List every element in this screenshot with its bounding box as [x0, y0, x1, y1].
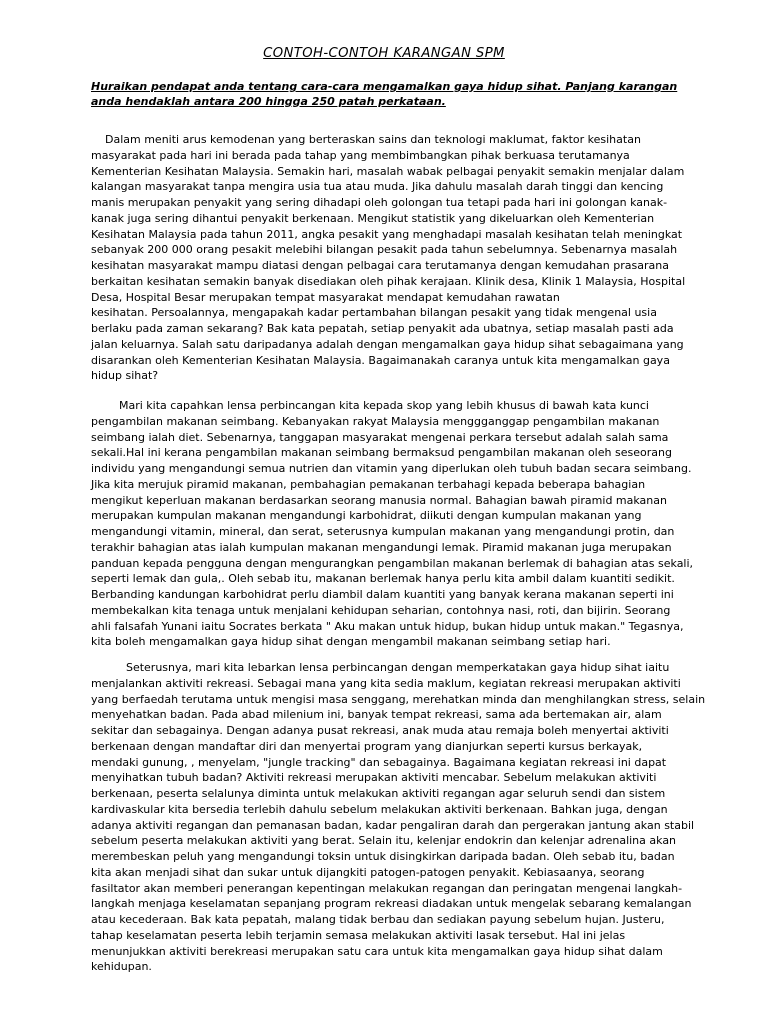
paragraph-line: sebelum peserta melakukan aktiviti yang berat. Selain itu, kelenjar endokrin dan kelenjar adrenalina akan [91, 834, 677, 848]
paragraph-line: mengikut keperluan makanan berdasarkan seorang manusia normal. Bahagian bawah piramid makanan [91, 493, 667, 507]
paragraph-line: seimbang ialah diet. Sebenarnya, tanggapan masyarakat mengenai perkara tersebut adalah salah sama [91, 430, 669, 444]
paragraph-line: Desa, Hospital Besar merupakan tempat masyarakat mendapat kemudahan rawatan [91, 290, 560, 304]
paragraph-line: berlaku pada zaman sekarang? Bak kata pepatah, setiap penyakit ada ubatnya, setiap masalah pasti ada [91, 322, 674, 335]
paragraph-line: adanya aktiviti regangan dan pemanasan badan, kadar pengaliran darah dan pergerakan jantung akan stabil [91, 818, 695, 832]
paragraph-line: Seterusnya, mari kita lebarkan lensa perbincangan dengan memperkatakan gaya hidup sihat iaitu [91, 661, 670, 674]
paragraph-line: kanak juga sering dihantui penyakit berkenaan. Mengikut statistik yang dikeluarkan oleh Kementerian [91, 211, 655, 225]
paragraph-line: menjalankan aktiviti rekreasi. Sebagai mana yang kita sedia maklum, kegiatan rekreasi merupakan aktiviti [91, 676, 681, 690]
paragraph-line: atau kecederaan. Bak kata pepatah, malang tidak berbau dan sediakan payung sebelum hujan. Justeru, [91, 913, 665, 926]
question-line: Huraikan pendapat anda tentang cara-cara mengamalkan gaya hidup sihat. Panjang karangan [91, 80, 678, 93]
paragraph-line: kita boleh mengamalkan gaya hidup sihat dengan mengambil makanan seimbang setiap hari. [91, 635, 611, 649]
paragraph-line: menyehatkan badan. Pada abad milenium ini, banyak tempat rekreasi, sama ada bertemakan air, alam [91, 708, 662, 722]
paragraph-line: kesihatan masyarakat mampu diatasi dengan pelbagai cara terutamanya dengan kemudahan prasarana [91, 259, 669, 272]
paragraph-line: berkenaan dengan mandaftar diri dan menyertai program yang dianjurkan seperti kursus berkayak, [91, 739, 643, 753]
paragraph-line: kita akan menjadi sihat dan sukar untuk dijangkiti patogen-patogen penyakit. Kebiasaanya, seorang [91, 865, 645, 879]
paragraph-line: sekali.Hal ini kerana pengambilan makanan seimbang bermaksud pengambilan makanan oleh seseorang [91, 446, 672, 460]
question-line: anda hendaklah antara 200 hingga 250 patah perkataan. [91, 94, 446, 108]
paragraph-line: masyarakat pada hari ini berada pada tahap yang membimbangkan pihak berkuasa terutamanya [91, 148, 630, 162]
paragraph-line: Jika kita merujuk piramid makanan, pembahagian pemakanan terbahagi kepada beberapa bahagian [91, 477, 646, 491]
paragraph-line: panduan kepada pengguna dengan mengurangkan pengambilan makanan berlemak di bahagian atas sekali, [91, 556, 694, 570]
paragraph-line: menyihatkan tubuh badan? Aktiviti rekreasi merupakan aktiviti mencabar. Sebelum melakukan aktiviti [91, 771, 657, 785]
paragraph-line: Berbanding kandungan karbohidrat perlu diambil dalam kuantiti yang banyak kerana makanan seperti ini [91, 588, 674, 601]
paragraph-line: Mari kita capahkan lensa perbincangan kita kepada skop yang lebih khusus di bawah kata kunci [91, 399, 649, 412]
paragraph-line: merupakan kumpulan makanan mengandungi karbohidrat, diikuti dengan kumpulan makanan yang [91, 509, 642, 523]
paragraph-recreation [91, 660, 706, 975]
paragraph-line: ahli falsafah Yunani iaitu Socrates berkata " Aku makan untuk hidup, bukan hidup untuk makan." Tegasnya, [91, 619, 684, 633]
paragraph-line: Dalam meniti arus kemodenan yang berteraskan sains dan teknologi maklumat, faktor kesihatan [91, 133, 641, 146]
paragraph-line: merembeskan peluh yang mengandungi toksin untuk disingkirkan daripada badan. Oleh sebab itu, badan [91, 850, 675, 863]
paragraph-line: seperti lemak dan gula,. Oleh sebab itu, makanan berlemak hanya perlu kita ambil dalam kuantiti sedikit. [91, 572, 675, 586]
paragraph-line: sebanyak 200 000 orang pesakit melebihi bilangan pesakit pada tahun sebelumnya. Sebenarnya masalah [91, 243, 678, 257]
paragraph-line: sekitar dan sebagainya. Dengan adanya pusat rekreasi, anak muda atau remaja boleh menyertai aktiviti [91, 724, 669, 737]
paragraph-line: jalan keluarnya. Salah satu daripadanya adalah dengan mengamalkan gaya hidup sihat sebagaimana yang [91, 337, 684, 351]
paragraph-line: berkenaan, peserta selalunya diminta untuk melakukan aktiviti regangan agar seluruh sendi dan sistem [91, 787, 666, 800]
paragraph-line: membekalkan kita tenaga untuk menjalani kehidupan seharian, contohnya nasi, roti, dan bijirin. Seorang [91, 603, 671, 617]
paragraph-line: Kementerian Kesihatan Malaysia. Semakin hari, masalah wabak pelbagai penyakit semakin menjalar dalam [91, 164, 685, 178]
paragraph-line: berkaitan kesihatan semakin banyak disediakan oleh pihak kerajaan. Klinik desa, Klinik 1 Malaysia, Hospital [91, 274, 686, 288]
paragraph-line: kehidupan. [91, 960, 152, 974]
paragraph-line: kesihatan. Persoalannya, mengapakah kadar pertambahan bilangan pesakit yang tidak mengenal usia [91, 306, 657, 320]
document-title: CONTOH-CONTOH KARANGAN SPM [263, 46, 505, 61]
paragraph-line: tahap keselamatan peserta lebih terjamin semasa melakukan aktiviti lasak tersebut. Hal ini jelas [91, 928, 626, 942]
paragraph-line: kalangan masyarakat tanpa mengira usia tua atau muda. Jika dahulu masalah darah tinggi dan kencing [91, 180, 664, 194]
paragraph-line: mengandungi vitamin, mineral, dan serat, seterusnya kumpulan makanan yang mengandungi protin, dan [91, 525, 675, 538]
paragraph-line: kardivaskular kita bersedia terlebih dahulu sebelum melakukan aktiviti berkenaan. Bahkan juga, dengan [91, 802, 668, 816]
paragraph-line: pengambilan makanan seimbang. Kebanyakan rakyat Malaysia menggganggap pengambilan makanan [91, 414, 660, 428]
paragraph-line: manis merupakan penyakit yang sering dihadapi oleh golongan tua tetapi pada hari ini golongan kanak- [91, 196, 668, 209]
paragraph-line: disarankan oleh Kementerian Kesihatan Malaysia. Bagaimanakah caranya untuk kita mengamalkan gaya [91, 353, 670, 367]
paragraph-line: hidup sihat? [91, 369, 159, 383]
essay-question [91, 80, 691, 110]
paragraph-line: individu yang mengandungi semua nutrien dan vitamin yang diperlukan oleh tubuh badan secara seimbang. [91, 462, 692, 475]
paragraph-line: yang berfaedah terutama untuk mengisi masa senggang, merehatkan minda dan menghilangkan stress, selain [91, 692, 706, 706]
paragraph-line: fasiltator akan memberi penerangan kepentingan melakukan regangan dan peringatan mengenai langkah- [91, 881, 683, 895]
paragraph-balanced-diet [91, 398, 694, 650]
paragraph-line: langkah menjaga keselamatan sepanjang program rekreasi diadakan untuk mengelak sebarang kemalangan [91, 897, 692, 911]
paragraph-line: terakhir bahagian atas ialah kumpulan makanan mengandungi lemak. Piramid makanan juga merupakan [91, 540, 672, 554]
paragraph-line: menunjukkan aktiviti berekreasi merupakan satu cara untuk kita mengamalkan gaya hidup sihat dalam [91, 944, 663, 958]
paragraph-introduction [91, 132, 691, 384]
paragraph-line: Kesihatan Malaysia pada tahun 2011, angka pesakit yang menghadapi masalah kesihatan telah meningkat [91, 227, 683, 241]
paragraph-line: mendaki gunung, , menyelam, "jungle tracking" dan sebagainya. Bagaimana kegiatan rekreasi ini dapat [91, 755, 667, 769]
